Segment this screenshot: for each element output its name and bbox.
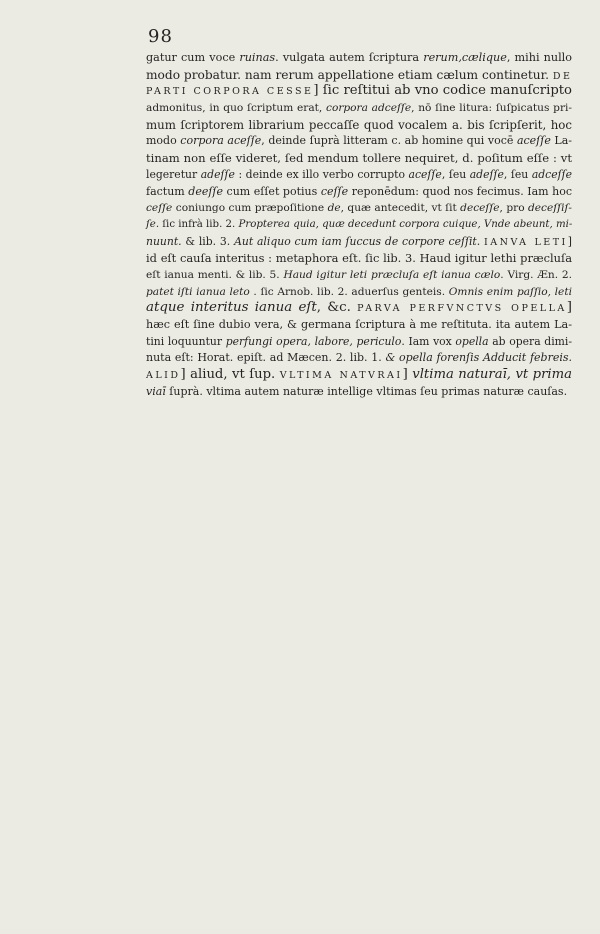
italic-quote: Haud igitur leti præcluſa eſt ianua cælo	[283, 268, 501, 281]
italic-quote: vltima naturaī, vt prima	[412, 367, 572, 383]
text-line	[146, 367, 572, 384]
italic-quote: de	[327, 202, 341, 215]
text-run: reponēdum: quod nos fecimus. Iam hoc	[348, 184, 573, 198]
text-line	[146, 167, 572, 184]
lemma-caps: PARVA PERFVNCTVS OPELLA	[357, 303, 567, 315]
italic-quote: ceſſe	[320, 184, 349, 198]
italic-quote: corpora adceſſe	[326, 102, 412, 115]
text-line	[146, 300, 572, 317]
text-run: ab opera dimi-	[488, 334, 572, 348]
text-run: ]	[566, 300, 572, 316]
text-run: tinam non eſſe videret, ſed mendum tollere nequiret, d. poſitum eſſe : vt	[146, 151, 572, 166]
italic-quote: Omnis enim paſſio, leti	[448, 285, 572, 298]
italic-quote: deceſſiſ-	[528, 202, 572, 215]
text-run: , pro	[499, 202, 528, 215]
text-run: legeretur	[146, 167, 201, 181]
text-run: gatur cum voce	[146, 51, 240, 64]
text-line	[146, 384, 572, 401]
text-run: . Virg. Æn. 2.	[500, 268, 572, 281]
text-line	[146, 317, 572, 334]
text-run: & lib. 3.	[181, 234, 235, 248]
text-run: admonitus, in quo ſcriptum erat,	[146, 102, 327, 115]
text-run: id eſt cauſa interitus : metaphora eſt. ſic lib. 3. Haud igitur lethi præcluſa	[146, 251, 572, 266]
text-run: mum ſcriptorem librarium peccaſſe quod vocalem a. bis ſcripſerit, hoc	[146, 117, 572, 132]
page-number: 98	[148, 26, 173, 47]
text-run: : deinde ex illo verbo corrupto	[234, 167, 409, 181]
text-run: . ſic infrà lib. 2.	[155, 218, 239, 230]
text-run: ] ſic reſtitui ab vno codice manuſcripto	[313, 83, 572, 99]
text-run: hæc eſt ſine dubio vera, & germana ſcriptura à me reſtituta. ita autem La-	[146, 318, 572, 331]
text-run: , deinde ſuprà litteram c. ab homine qui vocē	[261, 134, 517, 148]
text-line	[146, 133, 572, 150]
text-run: . vulgata autem ſcriptura	[275, 51, 424, 64]
italic-quote: patet iſti ianua leto	[146, 285, 250, 298]
italic-quote: aceſſe	[516, 134, 551, 148]
text-line	[146, 117, 572, 134]
italic-quote: ruinas	[239, 51, 276, 64]
italic-quote: ſe	[146, 218, 156, 230]
text-run: , quæ antecedit, vt ſit	[340, 202, 461, 215]
italic-quote: adeſſe	[200, 167, 235, 181]
text-line	[146, 234, 572, 251]
text-line	[146, 67, 572, 84]
italic-quote: ceſſe	[146, 202, 173, 215]
lemma-caps: IANVA LETI	[484, 236, 568, 248]
text-line	[146, 150, 572, 167]
text-line	[146, 184, 572, 201]
lemma-caps: DE	[552, 70, 573, 82]
text-line	[146, 334, 572, 351]
italic-quote: perfungi opera, labore, periculo	[225, 334, 402, 348]
text-line	[146, 284, 572, 301]
italic-quote: adceſſe	[531, 167, 572, 181]
italic-quote: opella	[455, 334, 489, 348]
text-run: , ſeu	[441, 167, 470, 181]
italic-quote: Aut aliquo cum iam ſuccus de corpore ceſſit.	[234, 234, 481, 248]
text-run: nuta eſt: Horat. epiſt. ad Mæcen. 2. lib. 1.	[146, 351, 386, 365]
text-run: ]	[567, 234, 572, 248]
text-run: ſuprà. vltima autem naturæ intellige vltimas ſeu primas naturæ cauſas.	[165, 384, 568, 398]
text-line	[146, 350, 572, 367]
text-line	[146, 83, 572, 100]
text-run: ]	[402, 367, 413, 383]
text-run: , ſeu	[503, 167, 532, 181]
text-run: La-	[550, 134, 572, 148]
italic-quote: deceſſe	[460, 202, 500, 215]
text-run: coniungo cum præpoſitione	[172, 202, 328, 215]
text-line	[146, 217, 572, 234]
text-run: . Iam vox	[401, 334, 456, 348]
lemma-caps: PARTI CORPORA CESSE	[146, 86, 314, 98]
text-line	[146, 50, 572, 67]
italic-quote: atque interitus ianua eſt	[146, 300, 317, 316]
text-line	[146, 250, 572, 267]
text-run: , &c.	[316, 300, 358, 316]
text-run: cum eſſet potius	[223, 184, 321, 198]
commentary-text	[146, 50, 572, 400]
text-run: , nō ſine litura: ſuſpicatus pri-	[411, 102, 572, 115]
text-run: modo	[146, 134, 181, 148]
text-run: tini loquuntur	[146, 334, 226, 348]
italic-quote: aceſſe	[408, 167, 442, 181]
text-run: factum	[146, 184, 189, 198]
italic-quote: rerum,cælique	[423, 51, 507, 64]
italic-quote: & opella forenſis Adducit febreis.	[385, 351, 572, 365]
text-run: ] aliud, vt ſup.	[180, 367, 280, 383]
italic-quote: viaī	[146, 384, 166, 398]
text-run: eſt ianua menti. & lib. 5.	[146, 268, 284, 281]
text-line	[146, 200, 572, 217]
italic-quote: deeſſe	[188, 184, 223, 198]
italic-quote: corpora aceſſe	[180, 134, 262, 148]
italic-quote: Propterea quia, quæ decedunt corpora cuique, Vnde abeunt, mi-	[238, 218, 573, 230]
italic-quote: nuunt.	[146, 234, 182, 248]
lemma-caps: VLTIMA NATVRAI	[279, 370, 403, 382]
text-run: modo probatur. nam rerum appellatione etiam cælum continetur.	[146, 67, 553, 82]
text-line	[146, 267, 572, 284]
italic-quote: adeſſe	[469, 167, 504, 181]
lemma-caps: ALID	[146, 370, 181, 382]
text-line	[146, 100, 572, 117]
text-run: . ſic Arnob. lib. 2. aduerſus genteis.	[249, 285, 449, 298]
text-run: , mihi nullo	[506, 51, 572, 64]
